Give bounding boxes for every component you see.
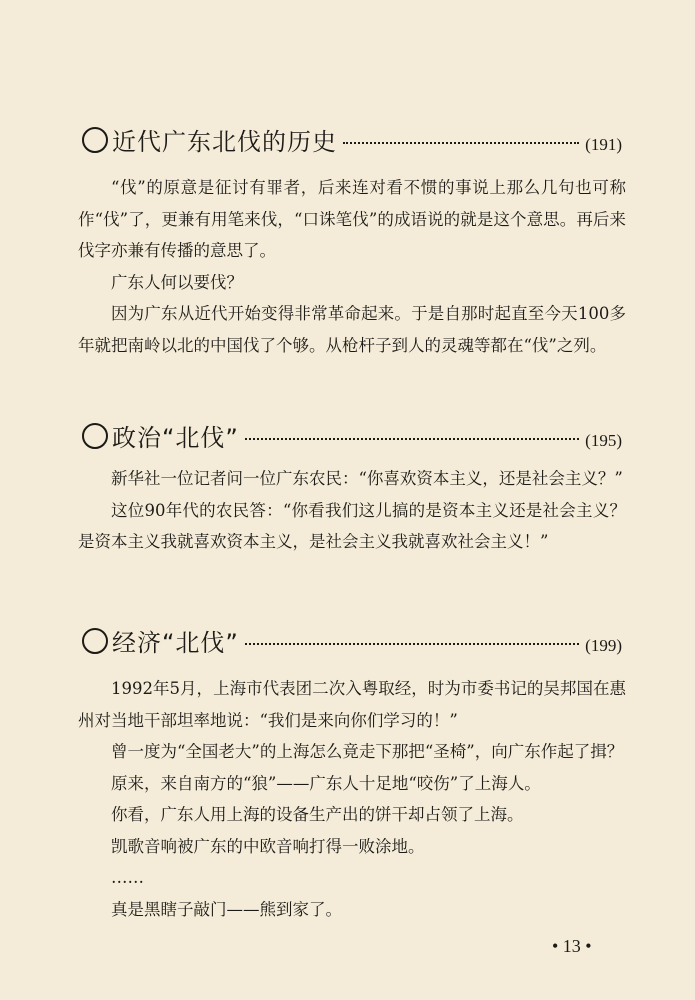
paragraph: 凯歌音响被广东的中欧音响打得一败涂地。 xyxy=(111,836,425,856)
paragraph: 因为广东从近代开始变得非常革命起来。于是自那时起直至今天100多年就把南岭以北的中国伐了个够。从枪杆子到人的灵魂等都在“伐”之列。 xyxy=(78,304,626,355)
paragraph: 广东人何以要伐？ xyxy=(111,272,243,292)
dot-leader xyxy=(245,643,579,645)
section-body-2 xyxy=(78,463,626,558)
section-body-1 xyxy=(78,172,626,361)
section-body-3 xyxy=(78,673,626,925)
section-page-number: (199) xyxy=(585,636,622,655)
section-heading-3 xyxy=(82,623,622,658)
paragraph: 原来，来自南方的“狼”——广东人十足地“咬伤”了上海人。 xyxy=(111,773,541,793)
page-number: • 13 • xyxy=(552,936,592,956)
paragraph: 你看，广东人用上海的设备生产出的饼干却占领了上海。 xyxy=(111,805,524,824)
section-heading-1 xyxy=(82,122,622,157)
circle-bullet-icon xyxy=(82,628,108,654)
section-page-number: (191) xyxy=(585,135,622,154)
paragraph: 曾一度为“全国老大”的上海怎么竟走下那把“圣椅”，向广东作起了揖？ xyxy=(111,742,624,761)
dot-leader xyxy=(245,438,579,440)
paragraph: …… xyxy=(111,868,144,887)
paragraph: 这位90年代的农民答：“你看我们这儿搞的是资本主义还是社会主义？是资本主义我就喜欢资本主义，是社会主义我就喜欢社会主义！” xyxy=(78,500,626,551)
section-title: 近代广东北伐的历史 xyxy=(112,128,337,156)
section-heading-2 xyxy=(82,418,622,453)
section-page-number: (195) xyxy=(585,431,622,450)
paragraph: 真是黑瞎子敲门——熊到家了。 xyxy=(111,899,342,919)
circle-bullet-icon xyxy=(82,127,108,153)
paragraph: 1992年5月，上海市代表团二次入粤取经，时为市委书记的吴邦国在惠州对当地干部坦率地说：“我们是来向你们学习的！” xyxy=(78,679,626,730)
dot-leader xyxy=(343,142,579,144)
section-title: 经济“北伐” xyxy=(112,629,239,657)
circle-bullet-icon xyxy=(82,423,108,449)
paragraph: 新华社一位记者问一位广东农民：“你喜欢资本主义，还是社会主义？” xyxy=(111,469,623,488)
section-title: 政治“北伐” xyxy=(112,424,239,452)
paragraph: “伐”的原意是征讨有罪者，后来连对看不惯的事说上那么几句也可称作“伐”了，更兼有用笔来伐，“口诛笔伐”的成语说的就是这个意思。再后来伐字亦兼有传播的意思了。 xyxy=(78,178,626,260)
